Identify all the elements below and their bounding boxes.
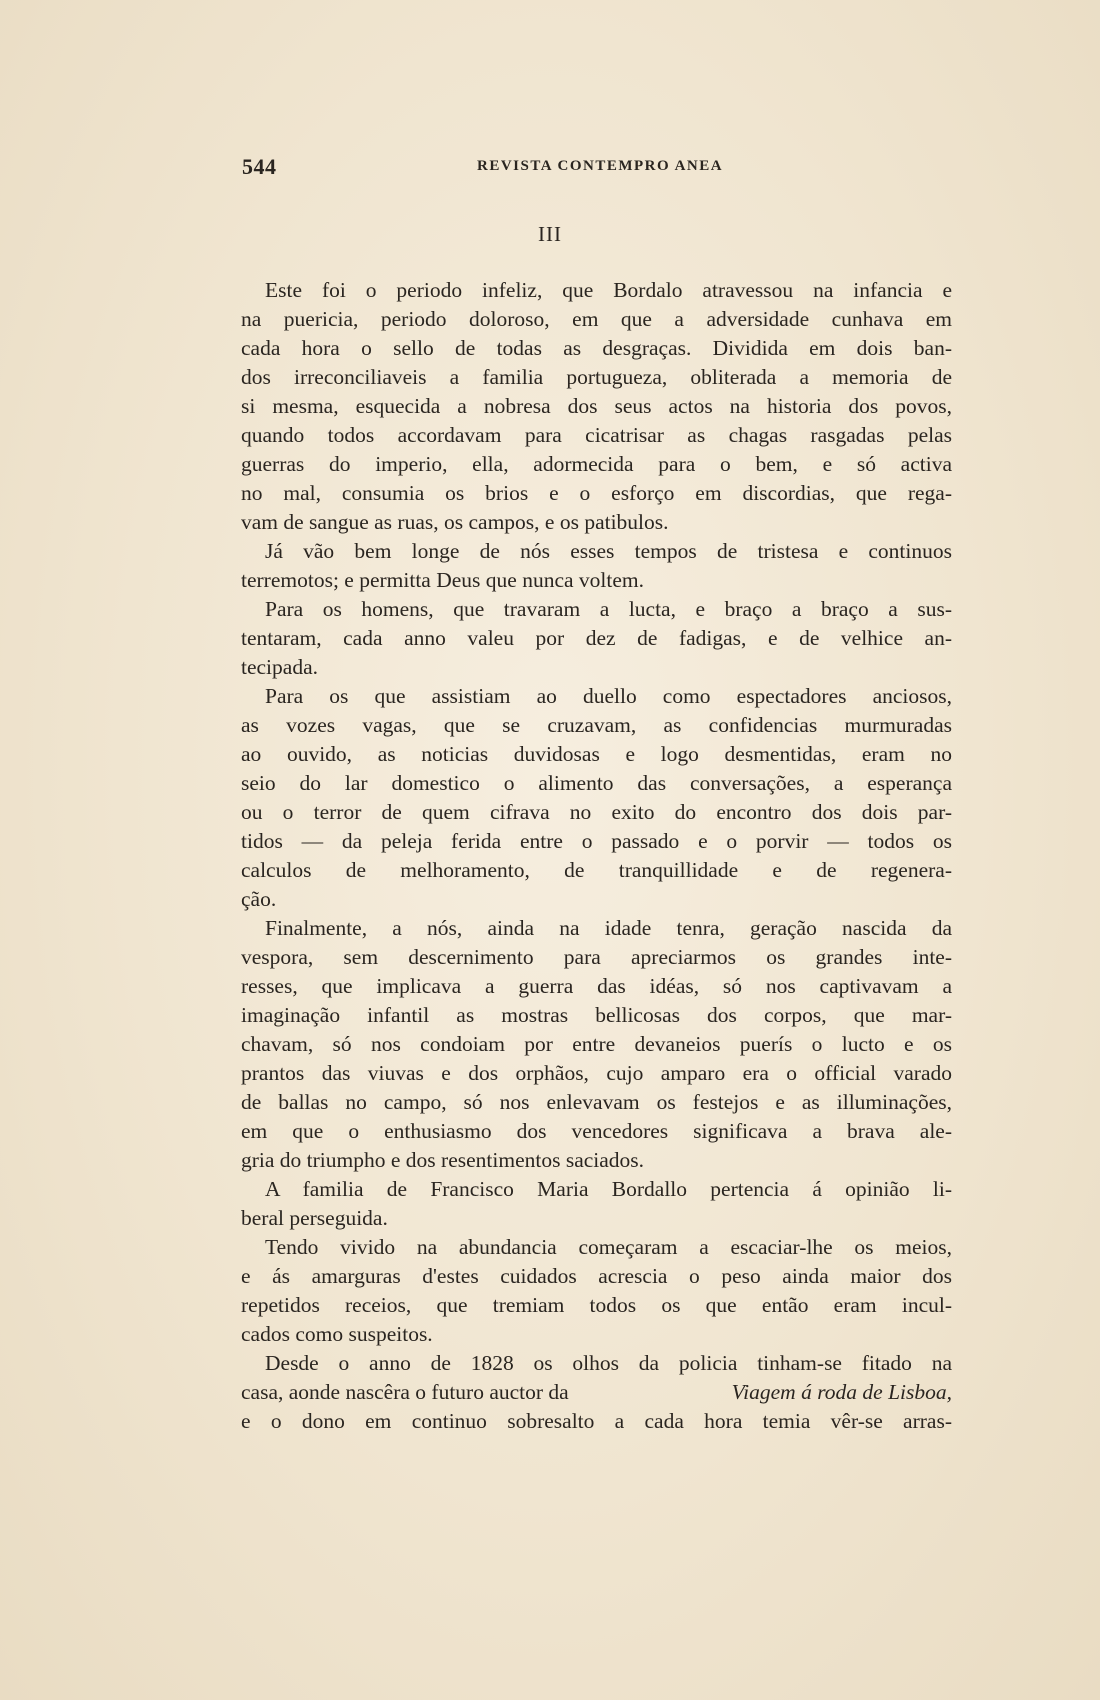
journal-title: REVISTA CONTEMPRO ANEA [477, 158, 724, 174]
text-line: ção. [241, 887, 277, 911]
text-line: no mal, consumia os brios e o esforço em discordias, que rega- [241, 481, 952, 505]
text-line-mixed [241, 1378, 952, 1407]
text-line: resses, que implicava a guerra das idéas, só nos captivavam a [241, 974, 952, 998]
text-line: na puericia, periodo doloroso, em que a adversidade cunhava em [241, 307, 952, 331]
text-line: tecipada. [241, 655, 318, 679]
text-line: as vozes vagas, que se cruzavam, as confidencias murmuradas [241, 713, 952, 737]
text-line: beral perseguida. [241, 1206, 388, 1230]
text-line: ao ouvido, as noticias duvidosas e logo desmentidas, eram no [241, 742, 952, 766]
text-line: guerras do imperio, ella, adormecida para o bem, e só activa [241, 452, 952, 476]
text-line: dos irreconciliaveis a familia portugueza, obliterada a memoria de [241, 365, 952, 389]
text-line: quando todos accordavam para cicatrisar as chagas rasgadas pelas [241, 423, 952, 447]
text-line: si mesma, esquecida a nobresa dos seus actos na historia dos povos, [241, 394, 952, 418]
text-line: calculos de melhoramento, de tranquillidade e de regenera- [241, 858, 952, 882]
text-line: seio do lar domestico o alimento das conversações, a esperança [241, 771, 952, 795]
text-line: de ballas no campo, só nos enlevavam os festejos e as illuminações, [241, 1090, 952, 1114]
text-line-mixed-inner [241, 1378, 952, 1407]
text-line: e ás amarguras d'estes cuidados acrescia o peso ainda maior dos [241, 1264, 952, 1288]
text-line: A familia de Francisco Maria Bordallo pertencia á opinião li- [265, 1177, 952, 1201]
running-head [242, 154, 954, 178]
text-line: prantos das viuvas e dos orphãos, cujo amparo era o official varado [241, 1061, 952, 1085]
section-heading: III [538, 222, 562, 246]
text-line: Já vão bem longe de nós esses tempos de tristesa e continuos [265, 539, 952, 563]
text-line: em que o enthusiasmo dos vencedores significava a brava ale- [241, 1119, 952, 1143]
text-line: repetidos receios, que tremiam todos os que então eram incul- [241, 1293, 952, 1317]
text-line: Para os que assistiam ao duello como espectadores anciosos, [265, 684, 952, 708]
text-line: cados como suspeitos. [241, 1322, 433, 1346]
paragraph [241, 537, 952, 595]
text-line: ou o terror de quem cifrava no exito do encontro dos dois par- [241, 800, 952, 824]
text-line: Para os homens, que travaram a lucta, e braço a braço a sus- [265, 597, 952, 621]
text-line: Finalmente, a nós, ainda na idade tenra, geração nascida da [265, 916, 952, 940]
paragraph [241, 1233, 952, 1349]
text-line: Desde o anno de 1828 os olhos da policia tinham-se fitado na [265, 1351, 952, 1375]
text-fragment: casa, aonde nascêra o futuro auctor da [241, 1380, 569, 1404]
body-text [241, 276, 952, 1436]
paragraph [241, 1175, 952, 1233]
paragraph [241, 914, 952, 1175]
text-line: cada hora o sello de todas as desgraças. Dividida em dois ban- [241, 336, 952, 360]
text-line: e o dono em continuo sobresalto a cada hora temia vêr-se arras- [241, 1409, 952, 1433]
text-line: tidos — da peleja ferida entre o passado e o porvir — todos os [241, 829, 952, 853]
text-line: gria do triumpho e dos resentimentos saciados. [241, 1148, 645, 1172]
book-title-italic: Viagem á roda de Lisboa, [731, 1380, 952, 1404]
page-number: 544 [242, 154, 277, 179]
text-line: Tendo vivido na abundancia começaram a escaciar-lhe os meios, [265, 1235, 952, 1259]
text-line: Este foi o periodo infeliz, que Bordalo atravessou na infancia e [265, 278, 952, 302]
text-line: terremotos; e permitta Deus que nunca voltem. [241, 568, 644, 592]
paragraph [241, 1349, 952, 1436]
paragraph [241, 595, 952, 682]
text-line: tentaram, cada anno valeu por dez de fadigas, e de velhice an- [241, 626, 952, 650]
paragraph [241, 276, 952, 537]
text-line: imaginação infantil as mostras bellicosas dos corpos, que mar- [241, 1003, 952, 1027]
text-line: vam de sangue as ruas, os campos, e os patibulos. [241, 510, 669, 534]
text-line: chavam, só nos condoiam por entre devaneios puerís o lucto e os [241, 1032, 952, 1056]
paragraph [241, 682, 952, 914]
text-line: vespora, sem descernimento para apreciarmos os grandes inte- [241, 945, 952, 969]
